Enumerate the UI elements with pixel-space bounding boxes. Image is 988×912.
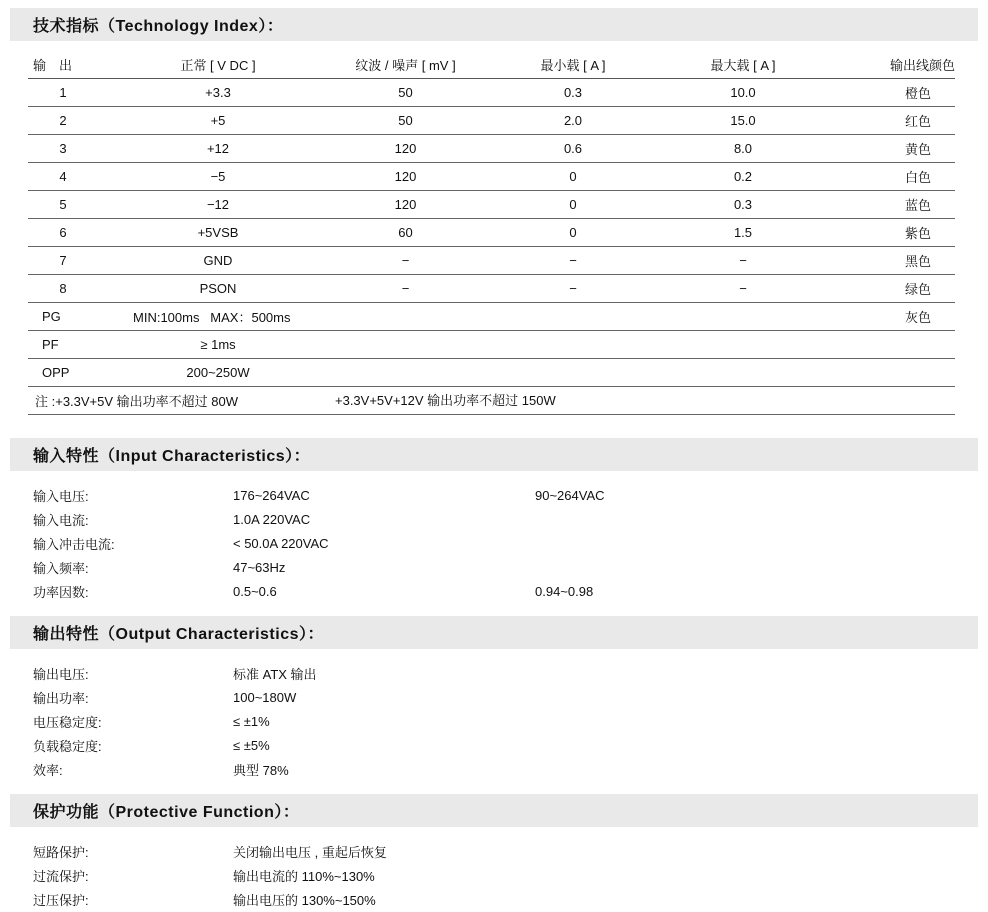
spec-value: ≤ ±1% (233, 714, 270, 729)
cell-wire-color: 绿色 (813, 274, 955, 302)
note-row (28, 386, 955, 414)
spec-value-secondary: 0.94~0.98 (535, 584, 594, 599)
list-item (33, 864, 978, 888)
column-header-output: 输 出 (28, 52, 98, 78)
cell-min-load: 0.3 (473, 78, 673, 106)
cell-min-load: 0.6 (473, 134, 673, 162)
spec-value-secondary: 90~264VAC (535, 488, 605, 503)
cell-max-load: 10.0 (673, 78, 813, 106)
spec-label: 输出功率: (33, 691, 89, 706)
cell-output: 6 (28, 218, 98, 246)
cell-output: 8 (28, 274, 98, 302)
cell-wire-color: 紫色 (813, 218, 955, 246)
cell-ripple: 50 (338, 78, 473, 106)
list-item (33, 686, 978, 710)
table-header-row (28, 52, 955, 78)
output-characteristics-list (33, 662, 978, 782)
protect-section-header (10, 794, 978, 827)
spec-label: 短路保护: (33, 845, 89, 860)
spec-label: 过流保护: (33, 869, 89, 884)
cell-ripple: − (338, 274, 473, 302)
column-header-min-load: 最小载 [ A ] (473, 52, 673, 78)
cell-voltage: +5VSB (98, 218, 338, 246)
input-section-header (10, 438, 978, 471)
cell-output: 4 (28, 162, 98, 190)
spec-value: 输出电流的 110%~130% (233, 869, 375, 884)
cell-ripple: 120 (338, 134, 473, 162)
cell-max-load: 1.5 (673, 218, 813, 246)
cell-max-load: 0.2 (673, 162, 813, 190)
spec-label: 输入频率: (33, 561, 89, 576)
cell-wire-color: 橙色 (813, 78, 955, 106)
list-item (33, 662, 978, 686)
note-text-left: 注 :+3.3V+5V 输出功率不超过 80W (35, 393, 239, 409)
table-row (28, 78, 955, 106)
cell-output: 7 (28, 246, 98, 274)
input-section-title: 输入特性（Input Characteristics）： (33, 447, 311, 465)
spec-value: 47~63Hz (233, 560, 286, 575)
table-row (28, 106, 955, 134)
cell-min-load: − (473, 274, 673, 302)
note-cell (28, 386, 955, 414)
cell-max-load: 0.3 (673, 190, 813, 218)
list-item (33, 484, 978, 508)
cell-output: 3 (28, 134, 98, 162)
opp-value: 200~250W (98, 358, 338, 386)
protective-function-list (33, 840, 978, 912)
cell-max-load: 15.0 (673, 106, 813, 134)
table-row (28, 218, 955, 246)
cell-voltage: +3.3 (98, 78, 338, 106)
cell-wire-color: 蓝色 (813, 190, 955, 218)
cell-wire-color: 黑色 (813, 246, 955, 274)
cell-ripple: 120 (338, 190, 473, 218)
cell-min-load: 0 (473, 190, 673, 218)
cell-output: 5 (28, 190, 98, 218)
spec-label: 输入冲击电流: (33, 537, 115, 552)
cell-voltage: −5 (98, 162, 338, 190)
pf-value: ≥ 1ms (98, 330, 338, 358)
spec-value: 1.0A 220VAC (233, 512, 311, 527)
cell-voltage: +5 (98, 106, 338, 134)
spec-label: 过压保护: (33, 893, 89, 908)
cell-max-load: 8.0 (673, 134, 813, 162)
cell-ripple: 120 (338, 162, 473, 190)
table-row (28, 246, 955, 274)
input-characteristics-list (33, 484, 978, 604)
cell-max-load: − (673, 246, 813, 274)
tech-section-header (10, 8, 978, 41)
spacer-cell (338, 358, 955, 386)
output-section-title: 输出特性（Output Characteristics）： (33, 625, 324, 643)
cell-wire-color: 红色 (813, 106, 955, 134)
column-header-nominal: 正常 [ V DC ] (98, 52, 338, 78)
protect-section-title: 保护功能（Protective Function）： (33, 803, 300, 821)
list-item (33, 734, 978, 758)
cell-voltage: −12 (98, 190, 338, 218)
table-row (28, 274, 955, 302)
cell-voltage: +12 (98, 134, 338, 162)
list-item (33, 840, 978, 864)
tech-spec-table (28, 52, 955, 415)
note-text-right: +3.3V+5V+12V 输出功率不超过 150W (335, 392, 556, 408)
list-item (33, 580, 978, 604)
spec-value: 100~180W (233, 690, 297, 705)
list-item (33, 508, 978, 532)
cell-output: 1 (28, 78, 98, 106)
spec-label: 功率因数: (33, 585, 89, 600)
pg-row (28, 302, 955, 330)
cell-min-load: − (473, 246, 673, 274)
list-item (33, 710, 978, 734)
spacer-cell (338, 330, 955, 358)
cell-output: 2 (28, 106, 98, 134)
spec-label: 效率: (33, 763, 63, 778)
spec-value: 标准 ATX 输出 (233, 667, 317, 682)
spec-label: 输入电压: (33, 489, 89, 504)
list-item (33, 758, 978, 782)
spec-value: 典型 78% (233, 763, 289, 778)
column-header-wire-color: 输出线颜色 (813, 52, 955, 78)
cell-ripple: 50 (338, 106, 473, 134)
cell-min-load: 0 (473, 162, 673, 190)
cell-min-load: 0 (473, 218, 673, 246)
spec-label: 电压稳定度: (33, 715, 102, 730)
cell-max-load: − (673, 274, 813, 302)
output-section-header (10, 616, 978, 649)
spec-value: 0.5~0.6 (233, 584, 277, 599)
pg-label: PG (28, 302, 98, 330)
opp-label: OPP (28, 358, 98, 386)
pf-row (28, 330, 955, 358)
cell-voltage: GND (98, 246, 338, 274)
list-item (33, 532, 978, 556)
spec-value: ≤ ±5% (233, 738, 270, 753)
table-row (28, 134, 955, 162)
table-row (28, 190, 955, 218)
cell-wire-color: 白色 (813, 162, 955, 190)
column-header-ripple: 纹波 / 噪声 [ mV ] (338, 52, 473, 78)
column-header-max-load: 最大载 [ A ] (673, 52, 813, 78)
opp-row (28, 358, 955, 386)
spec-value: 关闭输出电压 , 重起后恢复 (233, 845, 387, 860)
cell-ripple: − (338, 246, 473, 274)
cell-voltage: PSON (98, 274, 338, 302)
list-item (33, 556, 978, 580)
spec-label: 负载稳定度: (33, 739, 102, 754)
cell-ripple: 60 (338, 218, 473, 246)
spec-value: 输出电压的 130%~150% (233, 893, 376, 908)
spec-label: 输出电压: (33, 667, 89, 682)
list-item (33, 888, 978, 912)
spec-value: < 50.0A 220VAC (233, 536, 329, 551)
cell-min-load: 2.0 (473, 106, 673, 134)
spec-value: 176~264VAC (233, 488, 310, 503)
pf-label: PF (28, 330, 98, 358)
table-row (28, 162, 955, 190)
tech-section-title: 技术指标（Technology Index）： (33, 18, 284, 35)
cell-wire-color: 黄色 (813, 134, 955, 162)
pg-value: MIN:100ms MAX：500ms (98, 302, 813, 330)
pg-wire-color: 灰色 (813, 302, 955, 330)
spec-label: 输入电流: (33, 513, 89, 528)
